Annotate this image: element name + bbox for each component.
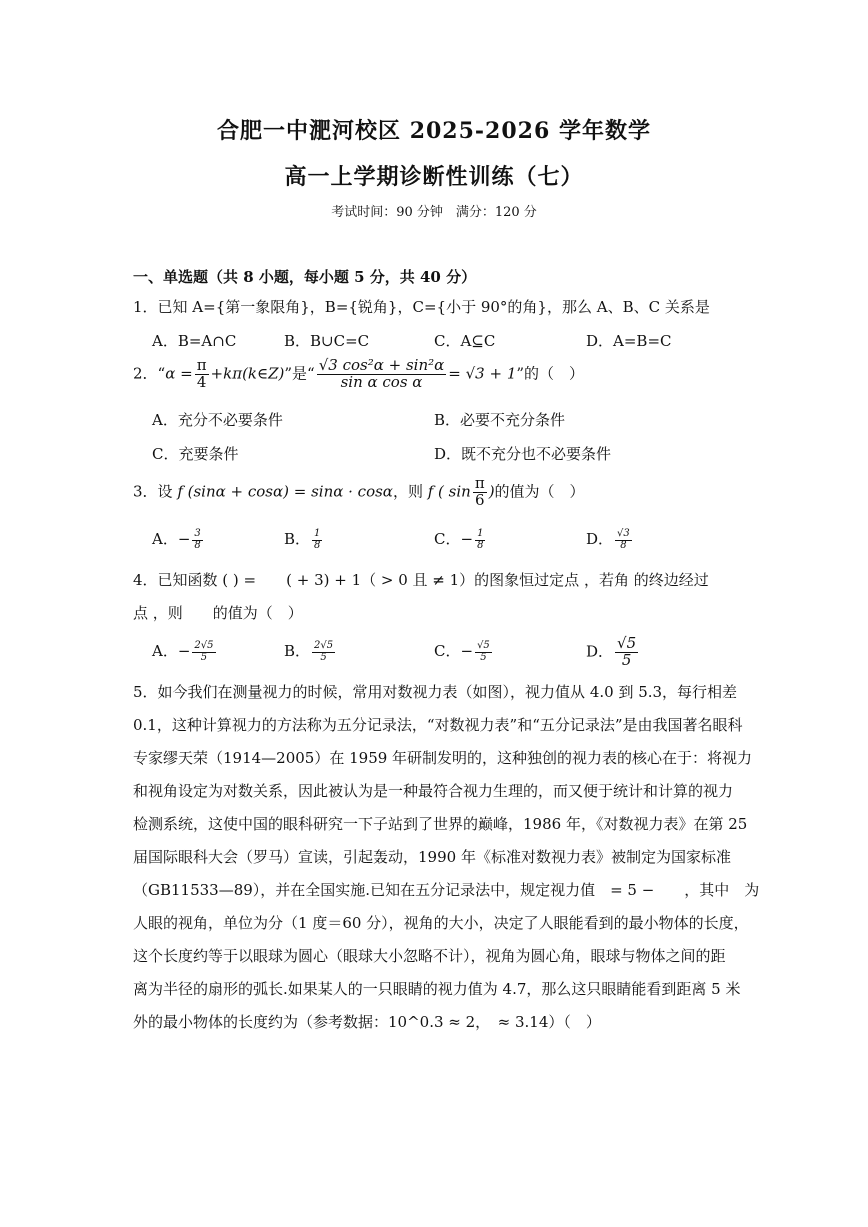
q3-option-b: B． $\frac{1}{8}$ [284,528,321,551]
question-4-line2: 点 ，则 的值为（ ） [133,604,303,622]
q5-line: 人眼的视角，单位为分（1 度＝60 分），视角的大小，决定了人眼能看到的最小物体的长度， [133,914,749,932]
q5-line: 外的最小物体的长度约为（参考数据：10^0.3 ≈ 2， ≈ 3.14）（ ） [133,1013,601,1031]
q3-close: ) [488,482,495,501]
q4-option-a: A．− $\frac{2√5}{5}$ [152,640,214,663]
q2-rhs: = √3 + 1 [448,364,517,383]
q3-prefix: 3．设 [133,482,178,501]
q3-option-c: C．− $\frac{1}{8}$ [434,528,484,551]
question-5-paragraph [133,676,760,1039]
q2-option-d: D．既不充分也不必要条件 [434,445,612,463]
q4-option-c: C．− $\frac{√5}{5}$ [434,640,490,663]
q1-option-d: D．A=B=C [586,332,672,350]
q2-four: 4 [196,372,207,391]
q5-line: 检测系统，这使中国的眼科研究一下子站到了世界的巅峰，1986 年，《对数视力表》在第 25 [133,815,748,833]
q4-option-d: D． $\frac{√5}{5}$ [586,634,637,669]
exam-title-line2: 高一上学期诊断性训练（七） [284,164,584,190]
q3-option-d: D． $\frac{√3}{8}$ [586,528,630,551]
question-3-stem [133,476,585,509]
q1-option-a: A．B=A∩C [152,332,237,350]
q3-option-a: A．− $\frac{3}{8}$ [152,528,201,551]
exam-title-line1: 合肥一中淝河校区 2025-2026 学年数学 [217,118,651,144]
q2-option-b: B．必要不充分条件 [434,411,566,429]
q5-line: 和视角设定为对数关系，因此被认为是一种最符合视力生理的，而又便于统计和计算的视力 [133,782,734,800]
q1-option-b: B．B∪C=C [284,332,370,350]
question-1-stem: 1．已知 A={第一象限角}，B={锐角}，C={小于 90°的角}，那么 A、B、C 关系是 [133,298,710,316]
q5-line: 离为半径的扇形的弧长.如果某人的一只眼睛的视力值为 4.7，那么这只眼睛能看到距离 5 米 [133,980,741,998]
q2-option-c: C．充要条件 [152,445,239,463]
q3-suffix: 的值为（ ） [494,482,585,501]
section-heading: 一、单选题（共 8 小题，每小题 5 分，共 40 分） [133,268,477,286]
q5-line: 这个长度约等于以眼球为圆心（眼球大小忽略不计），视角为圆心角，眼球与物体之间的距 [133,947,726,965]
q3-func: f (sinα + cosα) = sinα · cosα [177,482,393,501]
q3-pi: π [474,474,485,492]
q3-fsin: f ( sin [427,482,471,501]
q2-prefix: 2．“ [133,364,166,383]
q2-frac-den: sin α cos α [340,372,423,391]
q3-six: 6 [474,490,485,509]
q1-option-c: C．A⊆C [434,332,496,350]
q2-option-a: A．充分不必要条件 [152,411,283,429]
question-4-line1: 4．已知函数 ( ) = ( + 3) + 1（ > 0 且 ≠ 1）的图象恒过定点 ，若角 的终边经过 [133,571,709,589]
q4-option-b: B． $\frac{2√5}{5}$ [284,640,334,663]
exam-info: 考试时间：90 分钟 满分：120 分 [331,205,537,220]
q2-suffix: ”的（ ） [516,364,585,383]
q5-line: 0.1，这种计算视力的方法称为五分记录法，“对数视力表”和“五分记录法”是由我国著名眼科 [133,716,743,734]
q2-frac-num: √3 cos²α + sin²α [318,356,445,374]
q2-cond-a: α = [165,364,193,383]
q2-mid: ”是“ [284,364,315,383]
q3-mid: ，则 [392,482,428,501]
q2-cond-b: +kπ(k∈Z) [210,364,285,383]
q5-line: 专家缪天荣（1914—2005）在 1959 年研制发明的，这种独创的视力表的核心在于：将视力 [133,749,753,767]
q5-line: （GB11533—89），并在全国实施.已知在五分记录法中，规定视力值 = 5 − ，其中 为 [133,881,760,899]
q5-line: 届国际眼科大会（罗马）宣读，引起轰动，1990 年《标准对数视力表》被制定为国家标准 [133,848,731,866]
q2-pi: π [196,356,207,374]
question-2-stem [133,358,584,391]
q5-line: 5．如今我们在测量视力的时候，常用对数视力表（如图），视力值从 4.0 到 5.3，每行相差 [133,683,738,701]
